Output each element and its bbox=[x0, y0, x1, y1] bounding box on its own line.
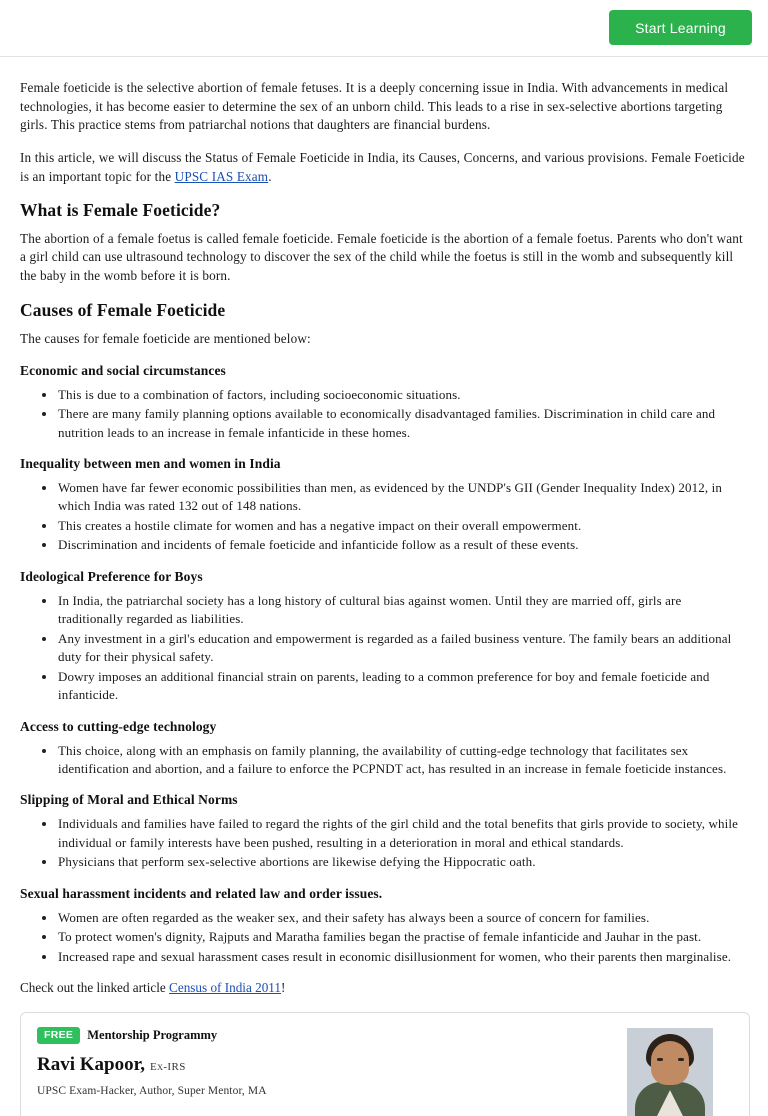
subheading-inequality: Inequality between men and women in India bbox=[20, 455, 281, 471]
subheading-ideological-preference: Ideological Preference for Boys bbox=[20, 568, 203, 584]
free-badge: FREE bbox=[37, 1027, 80, 1044]
upsc-ias-exam-link[interactable]: UPSC IAS Exam bbox=[174, 168, 269, 184]
section-heading-causes: Causes of Female Foeticide bbox=[20, 299, 226, 320]
list-item: In India, the patriarchal society has a long history of cultural bias against women. Until they are married off, girls are traditionally regarded as liabilities. bbox=[58, 592, 748, 629]
mentor-avatar bbox=[627, 1028, 713, 1116]
list-item: To protect women's dignity, Rajputs and Maratha families began the practise of female infanticide and Jauhar in the past. bbox=[58, 928, 748, 946]
list-item: There are many family planning options available to economically disadvantaged families. Discrimination in child care and nutrition leads to an increase in female infanticide in these homes. bbox=[58, 405, 748, 442]
second-paragraph-tail: . bbox=[268, 168, 272, 184]
list-item: This creates a hostile climate for women and has a negative impact on their overall empowerment. bbox=[58, 517, 748, 535]
subheading-moral-norms: Slipping of Moral and Ethical Norms bbox=[20, 792, 238, 808]
start-learning-button[interactable]: Start Learning bbox=[609, 10, 752, 45]
checkout-tail: ! bbox=[281, 980, 286, 996]
bullet-list-ideological-preference bbox=[20, 592, 748, 705]
list-item: Individuals and families have failed to regard the rights of the girl child and the total benefits that girls provide to society, while individual or family interests have been pushed, resulting in a deterioration in moral and ethical standards. bbox=[58, 815, 748, 852]
second-paragraph bbox=[20, 149, 748, 186]
subheading-economic-social: Economic and social circumstances bbox=[20, 362, 226, 378]
bullet-list-sexual-harassment bbox=[20, 909, 748, 966]
subheading-sexual-harassment: Sexual harassment incidents and related law and order issues. bbox=[20, 885, 383, 901]
intro-paragraph: Female foeticide is the selective abortion of female fetuses. It is a deeply concerning issue in India. With advancements in medical technologies, it has become easier to determine the sex of an unborn child. This leads to a rise in sex-selective abortions targeting girls. This practice stems from patriarchal notions that daughters are financial burdens. bbox=[20, 80, 729, 133]
list-item: Women have far fewer economic possibilities than men, as evidenced by the UNDP's GII (Gender Inequality Index) 2012, in which India was rated 132 out of 148 nations. bbox=[58, 479, 748, 516]
list-item: This is due to a combination of factors, including socioeconomic situations. bbox=[58, 386, 748, 404]
avatar-eye-right bbox=[678, 1058, 684, 1061]
avatar-eye-left bbox=[657, 1058, 663, 1061]
list-item: This choice, along with an emphasis on family planning, the availability of cutting-edge technology that facilitates sex identification and abortion, and a failure to enforce the PCPNDT act, has resulted in an increase in female foeticide instances. bbox=[58, 742, 748, 779]
checkout-paragraph bbox=[20, 980, 748, 996]
list-item: Physicians that perform sex-selective abortions are likewise defying the Hippocratic oath. bbox=[58, 853, 748, 871]
subheading-technology-access: Access to cutting-edge technology bbox=[20, 718, 217, 734]
bullet-list-inequality bbox=[20, 479, 748, 555]
bullet-list-technology-access bbox=[20, 742, 748, 779]
second-paragraph-text: In this article, we will discuss the Status of Female Foeticide in India, its Causes, Concerns, and various provisions. Female Foeticide is an important topic for the bbox=[20, 150, 745, 184]
census-of-india-link[interactable]: Census of India 2011 bbox=[169, 980, 282, 996]
section-body-what-is: The abortion of a female foetus is called female foeticide. Female foeticide is the abortion of a female foetus. Parents who don't want a girl child can use ultrasound technology to discover the sex of the child while the foetus is still in the womb and subsequently kill the baby in the womb before it is born. bbox=[20, 230, 743, 284]
list-item: Women are often regarded as the weaker sex, and their safety has always been a source of concern for families. bbox=[58, 909, 748, 927]
section-heading-what-is: What is Female Foeticide? bbox=[20, 199, 221, 220]
promo-person-role: Ex-IRS bbox=[150, 1061, 186, 1074]
section-body-causes: The causes for female foeticide are mentioned below: bbox=[20, 330, 311, 346]
list-item: Any investment in a girl's education and empowerment is regarded as a failed business venture. The family bears an additional duty for their physical safety. bbox=[58, 630, 748, 667]
list-item: Dowry imposes an additional financial strain on parents, leading to a common preference for boy and female foeticide and infanticide. bbox=[58, 668, 748, 705]
promo-person-name: Ravi Kapoor, bbox=[37, 1054, 146, 1076]
promo-person-subtitle: UPSC Exam-Hacker, Author, Super Mentor, MA bbox=[37, 1085, 267, 1098]
bullet-list-moral-norms bbox=[20, 815, 748, 871]
article-content bbox=[0, 57, 768, 996]
list-item: Increased rape and sexual harassment cases result in economic disillusionment for women, who their parents then marginalise. bbox=[58, 948, 748, 966]
promo-program-label: Mentorship Programmy bbox=[87, 1028, 218, 1043]
mentorship-promo-card[interactable] bbox=[20, 1012, 750, 1116]
checkout-text: Check out the linked article bbox=[20, 980, 170, 996]
list-item: Discrimination and incidents of female foeticide and infanticide follow as a result of these events. bbox=[58, 536, 748, 554]
page-header bbox=[0, 0, 768, 57]
bullet-list-economic-social bbox=[20, 386, 748, 442]
avatar-face bbox=[651, 1041, 689, 1085]
